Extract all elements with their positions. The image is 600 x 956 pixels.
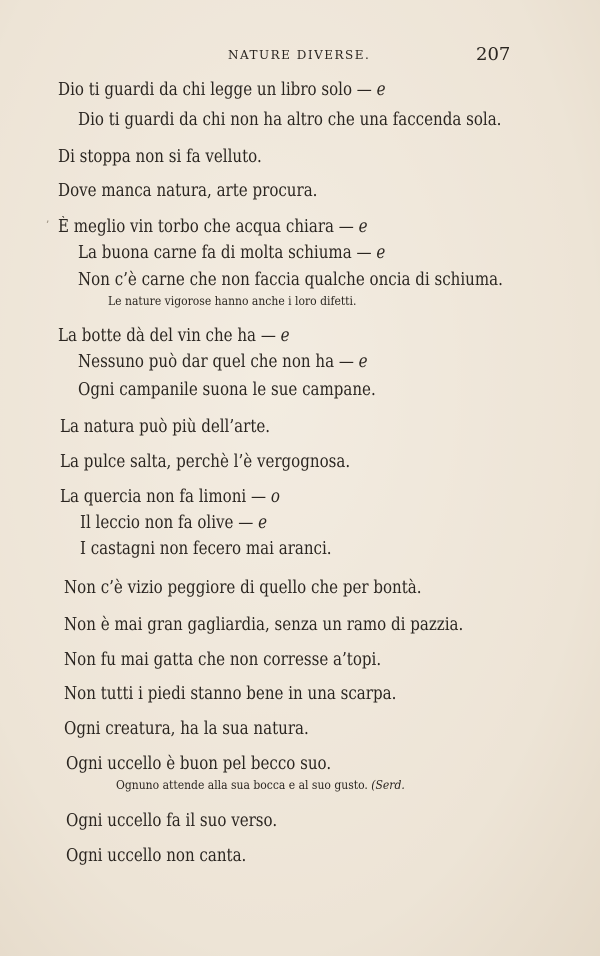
conjunction: e	[376, 80, 386, 100]
explanatory-note: Le nature vigorose hanno anche i loro difetti.	[108, 294, 357, 308]
proverb-line	[60, 487, 280, 507]
proverb-text: Dio ti guardi da chi legge un libro solo —	[58, 80, 372, 100]
conjunction: e	[280, 326, 290, 346]
proverb-line: Non tutti i piedi stanno bene in una scarpa.	[64, 684, 397, 704]
proverb-line: Ogni uccello non canta.	[66, 846, 247, 866]
proverb-line: I castagni non fecero mai aranci.	[80, 539, 332, 559]
proverb-line: Dove manca natura, arte procura.	[58, 181, 318, 201]
proverb-line	[58, 217, 368, 237]
note-text: Ognuno attende alla sua bocca e al suo gusto.	[116, 778, 368, 792]
explanatory-note	[116, 778, 405, 792]
proverb-line: Di stoppa non si fa velluto.	[58, 147, 262, 167]
proverb-text: Nessuno può dar quel che non ha —	[78, 352, 354, 372]
proverb-line: Ogni uccello fa il suo verso.	[66, 811, 278, 831]
proverb-line: Ogni uccello è buon pel becco suo.	[66, 754, 332, 774]
proverb-text: La quercia non fa limoni —	[60, 487, 267, 507]
proverb-line: Non è mai gran gagliardia, senza un ramo di pazzia.	[64, 615, 464, 635]
proverb-line: Non fu mai gatta che non corresse a’topi.	[64, 650, 382, 670]
ink-speck: ’	[46, 220, 50, 231]
source-reference: (Serd.	[371, 778, 405, 792]
proverb-text: Il leccio non fa olive —	[80, 513, 254, 533]
proverb-text: La botte dà del vin che ha —	[58, 326, 276, 346]
proverb-line: Dio ti guardi da chi non ha altro che una faccenda sola.	[78, 110, 502, 130]
proverb-line	[78, 243, 385, 263]
proverb-line: Ogni campanile suona le sue campane.	[78, 380, 376, 400]
conjunction: e	[358, 352, 368, 372]
page-number: 207	[476, 44, 511, 65]
conjunction: o	[270, 487, 280, 507]
proverb-text: La buona carne fa di molta schiuma —	[78, 243, 372, 263]
proverb-line	[78, 352, 368, 372]
proverb-line: Non c’è carne che non faccia qualche oncia di schiuma.	[78, 270, 503, 290]
proverb-line	[80, 513, 267, 533]
proverb-line: Ogni creatura, ha la sua natura.	[64, 719, 309, 739]
proverb-line: La pulce salta, perchè l’è vergognosa.	[60, 452, 351, 472]
conjunction: e	[376, 243, 386, 263]
proverb-line: La natura può più dell’arte.	[60, 417, 271, 437]
proverb-line: Non c’è vizio peggiore di quello che per bontà.	[64, 578, 422, 598]
proverb-line	[58, 326, 290, 346]
proverb-text: È meglio vin torbo che acqua chiara —	[58, 217, 354, 237]
conjunction: e	[358, 217, 368, 237]
proverb-line	[58, 80, 386, 100]
running-title: NATURE DIVERSE.	[228, 48, 371, 62]
conjunction: e	[258, 513, 267, 533]
